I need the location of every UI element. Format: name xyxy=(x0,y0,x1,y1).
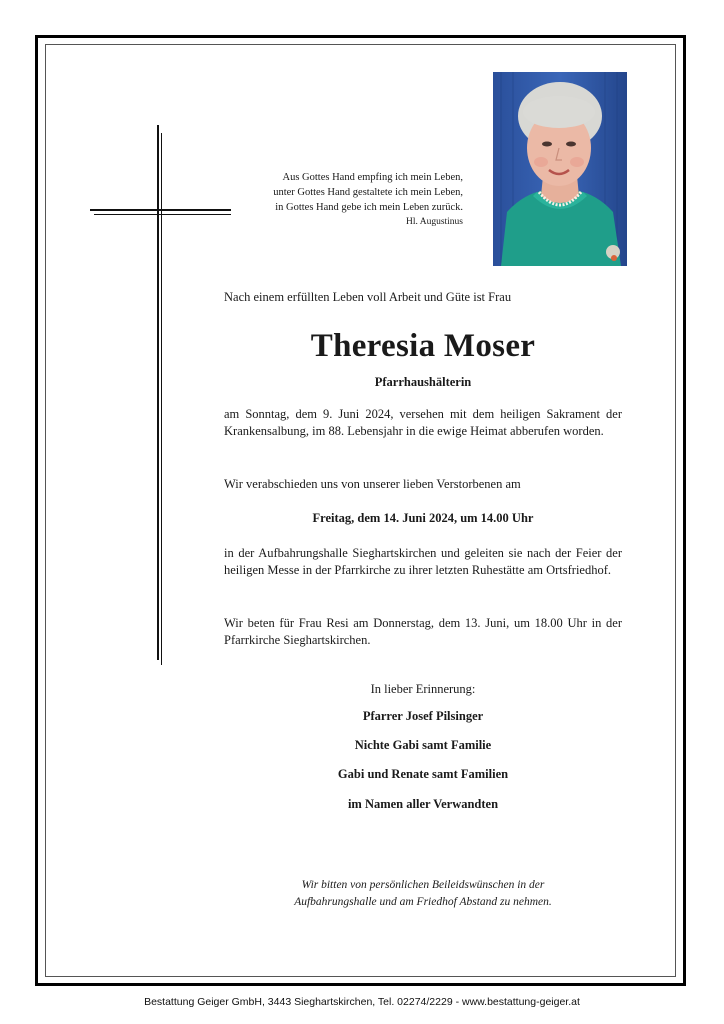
signer-line: Nichte Gabi samt Familie xyxy=(354,738,492,752)
condolence-note xyxy=(224,877,622,911)
quote-author: Hl. Augustinus xyxy=(405,217,463,227)
death-paragraph: am Sonntag, dem 9. Juni 2024, versehen mit dem heiligen Sakrament der Krankensalbung, im 88. Lebensjahr in die ewige Heimat abberufen worden. xyxy=(224,407,622,438)
deceased-name: Theresia Moser xyxy=(310,328,536,364)
quote-line: Aus Gottes Hand empfing ich mein Leben, xyxy=(282,172,463,183)
farewell-text: Wir verabschieden uns von unserer lieben Verstorbenen am xyxy=(224,477,521,491)
funeral-date: Freitag, dem 14. Juni 2024, um 14.00 Uhr xyxy=(312,511,534,525)
note-line: Wir bitten von persönlichen Beileidswünschen in der xyxy=(301,879,545,891)
quote-line: in Gottes Hand gebe ich mein Leben zurück. xyxy=(275,202,463,213)
intro-text: Nach einem erfüllten Leben voll Arbeit und Güte ist Frau xyxy=(224,290,512,304)
quote-line: unter Gottes Hand gestaltete ich mein Leben, xyxy=(273,187,463,198)
memory-heading: In lieber Erinnerung: xyxy=(370,682,476,696)
signer-line: im Namen aller Verwandten xyxy=(347,797,499,811)
portrait-photo xyxy=(493,72,627,266)
signer-line: Gabi und Renate samt Familien xyxy=(337,767,509,781)
quote-block xyxy=(220,170,463,230)
location-paragraph: in der Aufbahrungshalle Sieghartskirchen und geleiten sie nach der Feier der heiligen Messe in der Pfarrkirche zu ihrer letzten Ruhestätte am Ortsfriedhof. xyxy=(224,546,622,577)
footer-imprint: Bestattung Geiger GmbH, 3443 Sieghartskirchen, Tel. 02274/2229 - www.bestattung-geiger.at xyxy=(144,996,580,1008)
prayer-paragraph: Wir beten für Frau Resi am Donnerstag, dem 13. Juni, um 18.00 Uhr in der Pfarrkirche Sieghartskirchen. xyxy=(224,616,622,647)
signer-line: Pfarrer Josef Pilsinger xyxy=(362,709,484,723)
note-line: Aufbahrungshalle und am Friedhof Abstand zu nehmen. xyxy=(294,896,552,908)
occupation: Pfarrhaushälterin xyxy=(374,375,472,389)
